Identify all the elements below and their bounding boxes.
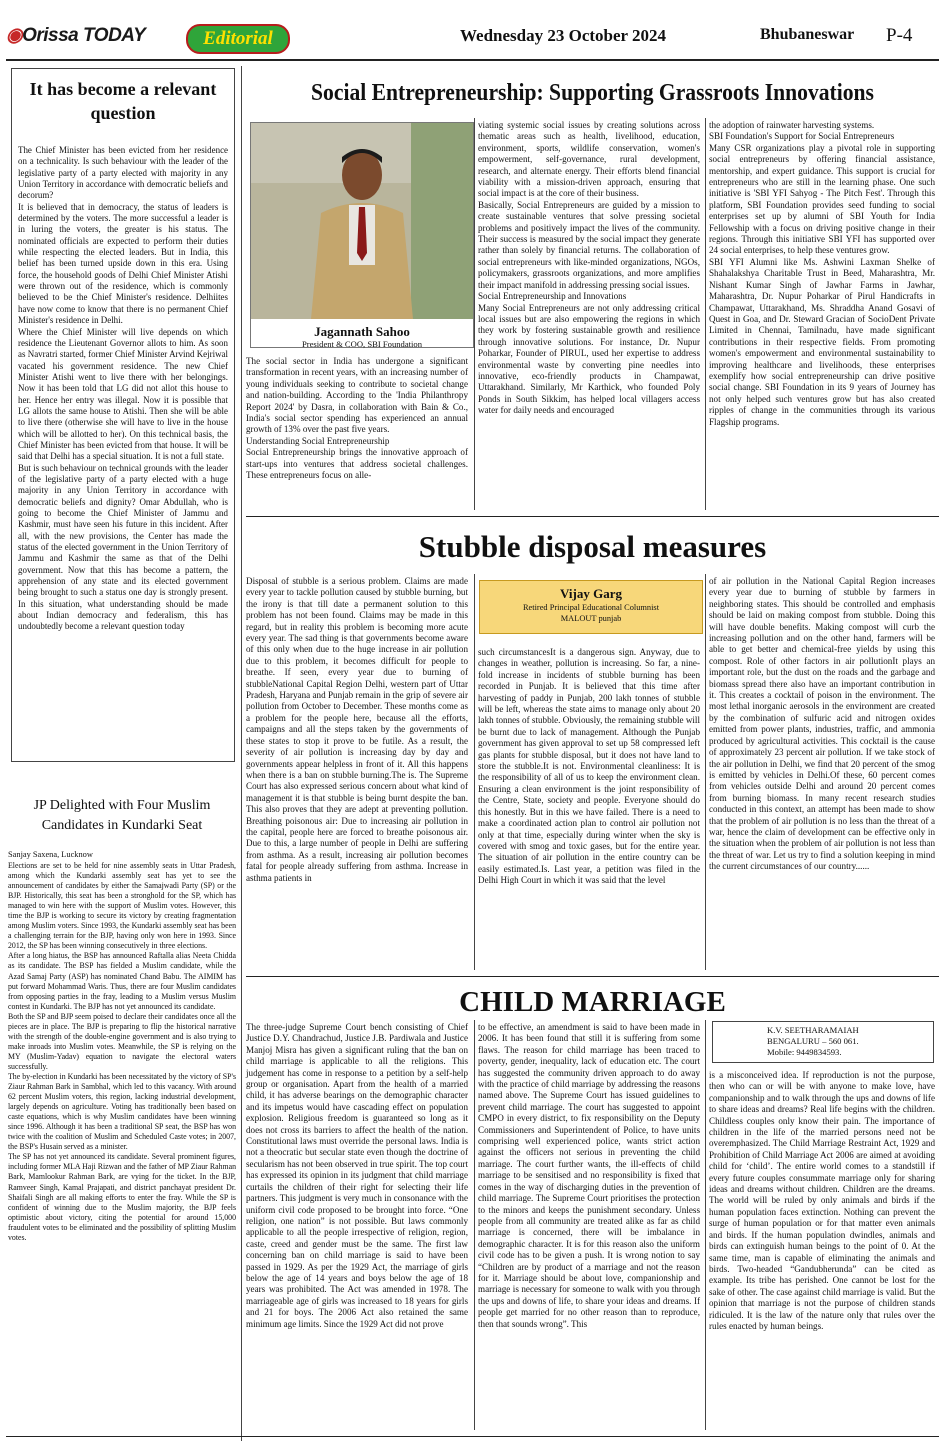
child-author-name: K.V. SEETHARAMAIAH	[767, 1025, 859, 1035]
child-column-1: The three-judge Supreme Court bench consisting of Chief Justice D.Y. Chandrachud, Justice J.B. Pardiwala and Justice Manjoj Misra has given a significant ruling that the ban on child marriage is applicable to all the religions. This judgement has come in response to a petition by a self-help group or organisation. Apart from the health of a married child, it has adverse bearings on the demographic character and its impetus would have cascading effect on population explosion. Religious freedom is guaranteed so long as it does not cross its barriers to affect the health of the nation. Constitutional laws must override the personal laws. India is not a theocratic but secular state even though the doctrine of secularism has not been observed in true spirit. The top court has expressed its opinion in its judgment that child marriage curtails the children of their right for selecting their life partners. This judgment is very much in consonance with the uniform civil code proposed to be brought into force. “One religion, one nation” is not possible. But laws commonly applicable to all the people irrespective of religion, region, caste, creed and gender must be the same. The first law concerning ban on child marriage is said to have been passed in 1929. As per the 1929 Act, the marriage of girls below the age of 14 years and boys below the age of 18 years was prohibited. The Act was amended in 1978. The marriageable age of girls was increased to 18 years for girls and 21 for boys. The 2006 Act also retained the same minimum age limits. Since the 1929 Act did not prove	[246, 1022, 468, 1329]
child-column-2: to be effective, an amendment is said to have been made in 2006. It has been found that still it is suffering from some flaws. The reason for child marriage has been traced to poverty, gender, inequality, lack of education etc. The court has suggested the community driven approach to do away with the practice of child marriage by addressing the reasons named above. The Supreme Court has issued guidelines to prevent child marriage. The court has suggested to appoint CMPO in every district, to fix responsibility on the Deputy Commissioners and Superintendent of Police, to have units comprising well experienced police, wants strict action against the officers not serious in preventing the child marriage. The court further wants, the ill-effects of child marriage to be sensitised and no responsibility is fixed that comes in the way of discharging duties in the prevention of child marriage. The Supreme Court prioritises the protection to the minors and keeps the punishment secondary. Unless people from all community are treated alike as far as child marriage is concerned, there will be imbalance in demographic character. It is for this reason also the uniform civil code has to be given a push. It is wrong notion to say “Children are by product of a marriage and not the reason for it. Marriage should be about love, companionship and marriage is necessary for someone to walk with you through the ups and downs of life, to share your ideas and dreams. If people get married for no other reason than to reproduce, then that sounds wrong”. This	[478, 1022, 700, 1329]
child-title: CHILD MARRIAGE	[459, 986, 726, 1018]
kundarki-title: JP Delighted with Four Muslim Candidates in Kundarki Seat	[33, 798, 211, 833]
stubble-author-box	[479, 580, 703, 634]
issue-date: Wednesday 23 October 2024	[460, 26, 667, 45]
stubble-author-name: Vijay Garg	[560, 586, 622, 601]
column-divider	[705, 1020, 706, 1430]
stubble-column-3: of air pollution in the National Capital Region increases every year due to burning of stubble by farmers in neighboring states. This should be controlled and emphasis should be laid on making compost from stubble. Doing this will have double benefits. Making compost will curb the increasing pollution and on the other hand, farmers will be able to get better and chemical-free yields by using this compost. Role of other factors in air pollutionIt plays an important role, but the dust on the roads and the garbage and biomass spread there also have an important contribution in it. This creates a cocktail of poison in the environment. The most lethal inorganic aerosols in the environment are created by the combination of sulfuric acid and nitrogen oxides emitted from power plants, industries, traffic, and ammonia produced by agricultural activities. This cocktail is the cause of approximately 23 percent air pollution. If we take stock of the air pollution in Delhi, we find that 20 percent of the smog is emitted by vehicles in Delhi.Of these, 60 percent comes from vehicles outside Delhi and around 20 percent comes from burning biomass. In many recent research studies conducted in this context, an attempt has been made to show that the problem of air pollution is no less than the threat of a war, hence the claim of development can be effective only in the situation when the problem of air pollution is not less than the threat of war. Let us try to find a solution keeping in mind the current circumstances of our country......	[709, 576, 935, 872]
column-divider	[474, 574, 475, 970]
child-author-place: BENGALURU – 560 061.	[767, 1036, 859, 1046]
masthead-rule	[6, 59, 939, 61]
social-column-1: The social sector in India has undergone a significant transformation in recent years, with an increasing number of young individuals seeking to contribute to societal change and nation-building. According to the 'India Philanthropy Report 2024' by Dasra, in collaboration with Bain & Co., India's social sector spending has experienced an annual growth of 13% over the past five years. Understanding Social Entrepreneurship Social Entrepreneurship brings the innovative approach of start-ups into ventures that address societal challenges. These entrepreneurs focus on alle-	[246, 356, 468, 481]
stubble-author-role: Retired Principal Educational Columnist	[522, 603, 660, 612]
masthead-logo: ◉Orissa TODAY	[6, 25, 146, 46]
social-column-3: the adoption of rainwater harvesting systems. SBI Foundation's Support for Social Entrepreneurs Many CSR organizations play a pivotal role in supporting social entrepreneurs by offering financial assistance, mentorship, and expert guidance. This support is crucial for entrepreneurs who are still in the learning phase. One such initiative is 'SBI YFI Sahyog - The Pitch Fest'. Through this platform, SBI Foundation provides seed funding to social enterprises set up by alumni of SBI Youth for India Fellowship with a focus on driving positive change in their regions. Through this initiative SBI YFI has supported over 24 social enterprises, to help these ventures grow. SBI YFI Alumni like Ms. Ashwini Laxman Shelke of Shahalakshya Charitable Trust in Beed, Maharashtra, Mr. Nishant Kumar Singh of Jawhar Farms in Jawhar, Maharashtra, Dr. Nupur Poharkar of Pirul Handicrafts in Champawat, Uttarakhand, Ms. Shraddha Anand Gosavi of Quest in Goa, and Dr. Steward Gracian of SocioDent Private Limited in Chennai, Tamilnadu, have made significant contributions in their respective fields. From promoting women's empowerment and environmental sustainability to improving healthcare and livelihoods, these enterprises exemplify how social entrepreneurship can drive positive social change. SBI Foundation in its 9 years of Journey has not only helped such ventures grow but has also created ripples of change in the communities through its various Flagship programs.	[709, 120, 935, 427]
section-rule	[246, 976, 939, 977]
footer-rule	[6, 1436, 939, 1437]
child-author-mobile: Mobile: 9449834593.	[767, 1047, 842, 1057]
social-title: Social Entrepreneurship: Supporting Grassroots Innovations	[311, 80, 874, 106]
stubble-column-1: Disposal of stubble is a serious problem. Claims are made every year to tackle pollution caused by stubble burning, but the irony is that till date a permanent solution to this problem has not been found. Claims may be made in this regard, but in reality this problem is becoming more acute every year. The sad thing is that governments become aware of this only when due to the huge increase in air pollution due to this problem, it becomes difficult for people to breathe. If seen, every year due to burning of stubbleNational Capital Region Delhi, western part of Uttar Pradesh, Haryana and Punjab remain in the grip of severe air pollution from October to December. These months come as a problem for the people here, because all the efforts, campaigns and all the steps taken by the governments of these states to stop it prove to be futile. As a result, the severity of air pollution is increasing day by day and governments appear helpless in front of it. All this happens when there is a ban on stubble burning.The is. The Supreme Court has also expressed serious concern about what kind of management it is that stubble is being burnt despite the ban. This also proves that they are adept at preventing pollution. Breathing poisonous air: Due to increasing air pollution in the capital, people here are forced to breathe poisonous air. Due to this, a large number of people in Delhi are suffering from asthma. As a result, increasing air pollution becomes fatal for people already suffering from asthma. Increase in asthma patients in	[246, 576, 468, 883]
column-divider	[241, 66, 242, 1441]
social-author-role: President & COO, SBI Foundation	[301, 339, 423, 349]
section-badge: Editorial	[186, 24, 290, 54]
stubble-author-place: MALOUT punjab	[560, 614, 622, 623]
social-column-2: viating systemic social issues by creating solutions across thematic areas such as health, livelihood, education, environment, sports, wildlife conservation, women's empowerment, self-governance, rural development, research, and alternate energy. Their efforts blend financial viability with a mission-driven approach, ensuring that social impact is at the core of their business. Basically, Social Entrepreneurs are guided by a mission to create sustainable ventures that solve pressing societal problems and positively impact the lives of the community. Their success is measured by the social impact they generate rather than solely by financial returns. The collaboration of social entrepreneurs with like-minded organizations, NGOs, policymakers, grassroots organizations, and more amplifies their impact manifold in addressing pressing social issues. Social Entrepreneurship and Innovations Many Social Entrepreneurs are not only addressing critical local issues but are also empowering the regions in which they work by fostering sustainable growth and resilience through innovative solutions. For instance, Dr. Nupur Poharkar, Founder of PIRUL, used her expertise to address environmental waste by converting pine needles into innovative, eco-friendly products in Champawat, Uttarakhand. Similarly, Mr Karthick, who founded Poly Ponds in South Sikkim, has helped local villagers access water for daily needs and encouraged	[478, 120, 700, 416]
section-rule	[246, 516, 939, 517]
column-divider	[705, 574, 706, 970]
column-divider	[474, 1020, 475, 1430]
column-divider	[474, 118, 475, 510]
issue-city: Bhubaneswar	[760, 26, 855, 43]
editorial-box	[11, 68, 235, 762]
stubble-title: Stubble disposal measures	[418, 529, 767, 564]
editorial-body: The Chief Minister has been evicted from her residence on a technicality. Is such behaviour with the leader of the legislative party of a party elected with majority in any Union Territory in accordance with democratic beliefs and decorum? It is believed that in democracy, the status of leaders is determined by the voters. The more successful a leader is in luring the voters, the greater is his status. The nominated officials are expected to perform their duties while respecting the elected leaders. But in India, this belief has been turned upside down in this era. Using force, the household goods of Delhi Chief Minister Atishi were thrown out of the residence, which is commonly believed to be the Chief Minister's residence. Delhiites have now come to know that there is no permanent Chief Minister's residence in Delhi. Where the Chief Minister will live depends on which residence the Lieutenant Governor allots to him. As soon as Navratri started, former Chief Minister Arvind Kejriwal vacated his government residence. The new Chief Minister Atishi went to live there with her belongings. Now it has been told that LG did not allot this house to her. Hence her entry was illegal. Now it is possible that LG allots the same house to Atishi. Then she will be able to live there (otherwise she will have to live in the house which will be allotted to her). On this technical basis, the Chief Minister has been evicted from that house. It will be said that Delhi has a special situation. It is not a full state. But is such behaviour on technical grounds with the leader of the legislative party of a party elected with a huge majority in any Union Territory in accordance with democratic beliefs and dignity? Omar Abdullah, who is going to become the Chief Minister of Jammu and Kashmir, must have seen his future in this incident. After all, with the new provisions, the Center has made the status of the elected government in the Union Territory of Jammu and Kashmir the same as that of the Delhi government. Now that this has become a pattern, the apprehension of any state and its elected government being brought to such a status one day is strongly present. In this situation, what understanding should be made about Indian democracy and federalism, this has undoubtedly become a relevant question today	[18, 145, 228, 632]
child-author-box	[712, 1021, 934, 1063]
kundarki-byline: Sanjay Saxena, Lucknow	[8, 850, 93, 859]
author-photo	[251, 123, 473, 319]
kundarki-body: Elections are set to be held for nine assembly seats in Uttar Pradesh, among which the Kundarki assembly seat has yet to see the announcement of candidates by either the Samajwadi Party (SP) or the BJP. Historically, this seat has been a stronghold for the SP, which has managed to win here with the support of Muslim votes. However, this time the BJP is working to secure its victory by creating fragmentation among Muslim voters. Since 1993, the Kundarki assembly seat has been a challenging terrain for the BJP, having only won here in 1993. Since 2012, the SP has been winning consecutively in three elections. After a long hiatus, the BSP has announced Raftalla alias Neeta Chidda as its candidate. The BSP has fielded a Muslim candidate, while the Azad Samaj Party (ASP) has nominated Chand Babu. The AIMIM has put forward Mohammad Waris. Thus, there are four Muslim candidates from opposing parties in the fray, leading to a Muslim versus Muslim contest in Kundarki. The BJP has not yet announced its candidate. Both the SP and BJP seem poised to declare their candidates once all the pieces are in place. The BJP is preparing to flip the historical narrative with the strength of the double-engine government and is also trying to make inroads into Muslim votes. Meanwhile, the SP is relying on the MY (Muslim-Yadav) equation to navigate the electoral waters successfully. The by-election in Kundarki has been necessitated by the victory of SP's Ziaur Rahman Bark in Sambhal, which led to this vacancy. With around 62 percent Muslim voters, this region, lacking industrial development, largely depends on agriculture. Voting has traditionally been based on caste equations, which is why Muslim candidates have been winning since 1996. Although it has been a traditional SP seat, the BSP has won twice with the coalition of Muslim and Scheduled Caste votes; in 2007, the BSP's Husain served as a minister. The SP has not yet announced its candidate. Several prominent figures, including former MLA Haji Rizwan and the father of MP Ziaur Rahman Bark, Mamlookur Rahman Bark, are vying for the ticket. In the BJP, Ramveer Singh, Kamal Prajapati, and district panchayat president Dr. Shaifali Singh are all making efforts to enter the fray. While the SP is confident of winning due to the Muslim majority, the BJP feels optimistic about victory, citing the potential for around 15,000 fraudulent votes to be eliminated and the possibility of splitting Muslim votes.	[8, 861, 236, 1242]
author-photo-frame	[250, 122, 474, 348]
column-divider	[705, 118, 706, 510]
child-column-3: is a misconceived idea. If reproduction is not the purpose, then who can or will be with anyone to make love, have companionship and to walk through the ups and downs of life to share ideas and dreams? Real life begins with the children. Childless couples only know their pain. The importance of children in the life of the married persons need not be overemphasized. The Child Marriage Restraint Act, 1929 and Prohibition of Child Marriage Act 2006 are aimed at avoiding child for ‘child’. The entire world comes to a standstill if every future couples consummate marriage only for sharing ideas and dreams without children. Children are the dreams. The world will be ruled by only animals and birds if the human population faces extinction. Nothing can prevent the surge of human population or for that matter even animals and birds. If the human population dwindles, animals and birds can extinguish human beings to the point of 0. At the same time, man is capable of eliminating the animals and birds. Two-headed “Gandubherunda” can be cited as example. Its tribe has perished. One cannot be lost for the sake of other. The case against child marriage is valid. But the opinion that marriage is not the purpose of children stands ridiculed. It is the law of the nature only that rules over the rules enacted by human beings.	[709, 1070, 935, 1331]
social-author-name: Jagannath Sahoo	[314, 324, 410, 339]
editorial-title: It has become a relevant question	[29, 79, 217, 123]
stubble-column-2: such circumstancesIt is a dangerous sign. Anyway, due to changes in weather, pollution is increasing. So far, a nine-fold increase in incidents of stubble burning has been recorded in Punjab. It is believed that this time after harvesting of paddy in Punjab, 200 lakh tonnes of stubble will be left, whereas the state aims to manage only about 20 lakh tonnes of stubble. Obviously, the remaining stubble will be burnt due to lack of management. Although the Punjab government has given approval to set up 58 compressed left gas plants for stubble disposal, but it does not have land to store the stubble.It is not. Environmental cleanliness: It is the responsibility of all of us to keep the environment clean. Ensuring a clean environment is the joint responsibility of the Centre, State, society and people. Everyone should do this honestly. But in this we have failed. There is a need to make a coordinated action plan to control air pollution not only at that time, especially during winter when the sky is covered with smog and toxic gases, but for the entire year. The situation of air pollution in the entire country can be easily estimated.Is. Last year, a petition was filed in the Delhi High Court in which it was said that the level	[478, 647, 700, 886]
logo-text: Orissa TODAY	[22, 25, 146, 46]
page-number: P-4	[886, 25, 913, 46]
